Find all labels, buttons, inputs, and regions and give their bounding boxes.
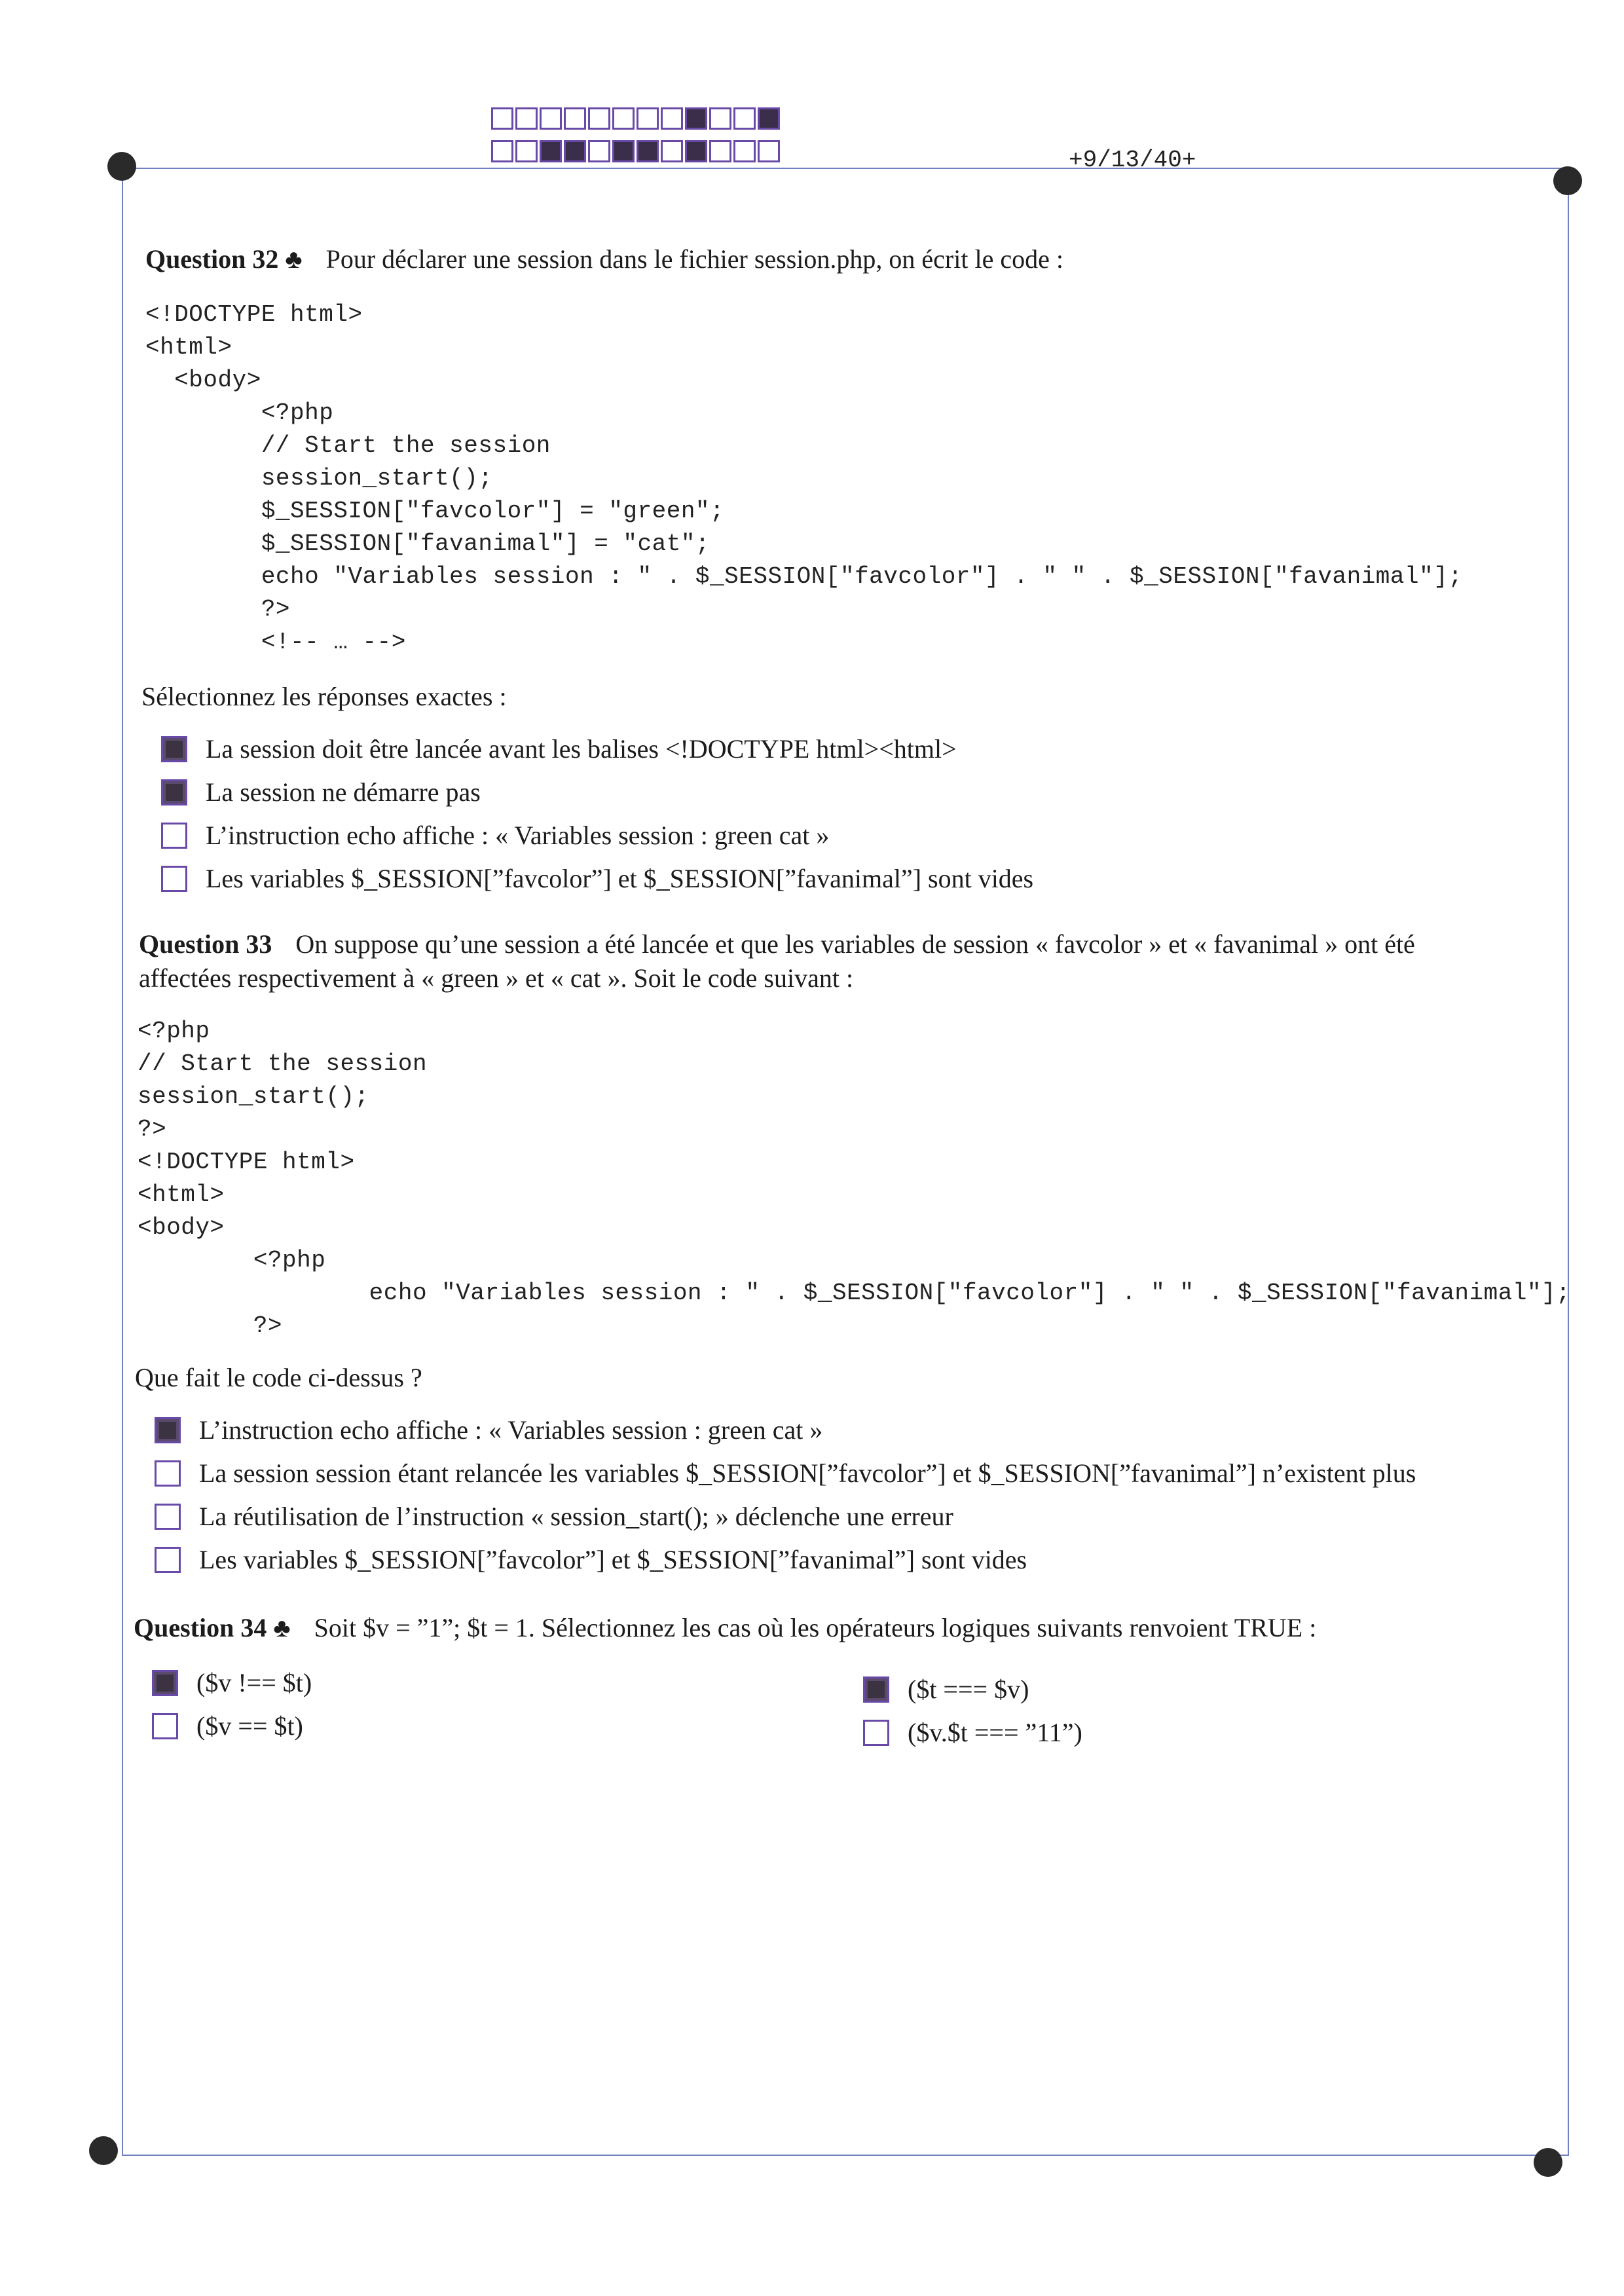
corner-marker-top-left (107, 152, 136, 181)
answer-label: Les variables $_SESSION[”favcolor”] et $_SESSION[”favanimal”] sont vides (206, 864, 1034, 893)
code-line: ?> (145, 596, 291, 623)
code-line: $_SESSION["favcolor"] = "green"; (145, 498, 725, 525)
answer-option[interactable] (152, 1711, 303, 1741)
question-33-heading (139, 929, 1547, 959)
answer-checkbox[interactable] (155, 1460, 181, 1487)
code-line: <body> (145, 367, 261, 394)
id-grid-box (540, 107, 562, 130)
id-grid-box (758, 140, 780, 162)
id-grid-box (540, 140, 562, 162)
answer-checkbox[interactable] (155, 1504, 181, 1530)
id-grid-box (637, 140, 659, 162)
corner-marker-bottom-right (1534, 2148, 1562, 2177)
code-line: $_SESSION["favanimal"] = "cat"; (145, 530, 710, 557)
answer-label: L’instruction echo affiche : « Variables session : green cat » (206, 821, 830, 850)
id-grid-box (491, 140, 513, 162)
code-line: <?php (138, 1018, 210, 1045)
code-line: <?php (138, 1247, 326, 1274)
answer-checkbox[interactable] (161, 779, 187, 805)
id-grid-box (661, 140, 683, 162)
id-grid-box (709, 140, 731, 162)
answer-label: La session doit être lancée avant les balises <!DOCTYPE html><html> (206, 734, 957, 764)
answer-checkbox[interactable] (152, 1713, 178, 1739)
code-line: ?> (138, 1116, 167, 1143)
answer-label: Les variables $_SESSION[”favcolor”] et $_SESSION[”favanimal”] sont vides (199, 1545, 1027, 1574)
code-line: <!DOCTYPE html> (138, 1149, 355, 1176)
answer-option[interactable] (161, 820, 829, 851)
id-grid-box (515, 140, 538, 162)
answer-label: L’instruction echo affiche : « Variables session : green cat » (199, 1415, 823, 1445)
answer-checkbox[interactable] (863, 1720, 889, 1746)
answer-option[interactable] (863, 1717, 1082, 1748)
id-grid-box (612, 140, 635, 162)
answer-option[interactable] (863, 1674, 1029, 1705)
answer-label: La session session étant relancée les variables $_SESSION[”favcolor”] et $_SESSION[”favanimal”] n’existent plus (199, 1458, 1416, 1488)
answer-label: ($t === $v) (908, 1675, 1029, 1704)
answer-label: ($v == $t) (196, 1711, 303, 1741)
id-grid-box (588, 107, 610, 130)
code-line: <body> (138, 1214, 225, 1241)
question-34-label: Question 34 ♣ (134, 1613, 291, 1642)
id-grid-box (685, 140, 707, 162)
corner-marker-top-right (1553, 166, 1582, 195)
question-33-prompt: Que fait le code ci-dessus ? (135, 1363, 422, 1392)
answer-checkbox[interactable] (152, 1670, 178, 1696)
code-line: <!-- … --> (145, 629, 406, 656)
code-line: <!DOCTYPE html> (145, 301, 363, 328)
answer-label: La réutilisation de l’instruction « session_start(); » déclenche une erreur (199, 1502, 953, 1531)
answer-option[interactable] (155, 1544, 1027, 1575)
question-32-prompt: Sélectionnez les réponses exactes : (141, 682, 507, 711)
id-grid-box (612, 107, 635, 130)
id-grid-box (491, 107, 513, 130)
id-grid-box (564, 107, 586, 130)
question-33-code (138, 1015, 1570, 1342)
code-line: <html> (138, 1181, 225, 1208)
question-32-code (145, 299, 1462, 659)
id-grid-box (758, 107, 780, 130)
code-line: ?> (138, 1312, 283, 1339)
code-line: <html> (145, 334, 232, 361)
answer-checkbox[interactable] (161, 736, 187, 762)
id-grid-row-1 (491, 107, 805, 130)
answer-checkbox[interactable] (161, 866, 187, 892)
code-line: echo "Variables session : " . $_SESSION["favcolor"] . " " . $_SESSION["favanimal"]; (145, 563, 1463, 590)
answer-checkbox[interactable] (155, 1417, 181, 1443)
answer-checkbox[interactable] (155, 1547, 181, 1573)
answer-option[interactable] (161, 863, 1033, 894)
id-grid-box (733, 107, 756, 130)
id-grid-box (661, 107, 683, 130)
answer-option[interactable] (161, 733, 957, 764)
id-grid-box (709, 107, 731, 130)
code-line: // Start the session (138, 1050, 428, 1077)
code-line: session_start(); (138, 1083, 369, 1110)
answer-label: La session ne démarre pas (206, 777, 481, 807)
id-grid-box (733, 140, 756, 162)
answer-label: ($v.$t === ”11”) (908, 1718, 1082, 1747)
answer-option[interactable] (155, 1415, 822, 1445)
answer-label: ($v !== $t) (196, 1668, 312, 1697)
answer-checkbox[interactable] (863, 1676, 889, 1703)
id-grid-box (588, 140, 610, 162)
answer-option[interactable] (161, 777, 481, 807)
question-33-label: Question 33 (139, 929, 272, 959)
answer-option[interactable] (155, 1458, 1416, 1489)
code-line: <?php (145, 399, 334, 426)
code-line: // Start the session (145, 432, 551, 459)
question-32-heading (145, 244, 1063, 274)
question-33-text-line2: affectées respectivement à « green » et « cat ». Soit le code suivant : (139, 963, 854, 993)
answer-checkbox[interactable] (161, 823, 187, 849)
id-grid-box (515, 107, 538, 130)
page-number: +9/13/40+ (1069, 147, 1196, 174)
code-line: session_start(); (145, 465, 493, 492)
id-grid-box (637, 107, 659, 130)
answer-option[interactable] (155, 1501, 953, 1532)
id-grid-box (564, 140, 586, 162)
question-34-text: Soit $v = ”1”; $t = 1. Sélectionnez les cas où les opérateurs logiques suivants renvoient TRUE : (314, 1613, 1317, 1642)
answer-option[interactable] (152, 1667, 312, 1698)
code-line: echo "Variables session : " . $_SESSION["favcolor"] . " " . $_SESSION["favanimal"]; (138, 1280, 1571, 1306)
question-32-label: Question 32 ♣ (145, 244, 303, 274)
question-33-text-line1: On suppose qu’une session a été lancée et que les variables de session « favcolor » et « favanimal » ont été (295, 929, 1415, 959)
question-32-text: Pour déclarer une session dans le fichier session.php, on écrit le code : (325, 244, 1063, 274)
question-34-heading (134, 1612, 1316, 1643)
id-grid-row-2 (491, 140, 805, 162)
corner-marker-bottom-left (89, 2136, 118, 2165)
id-grid-box (685, 107, 707, 130)
